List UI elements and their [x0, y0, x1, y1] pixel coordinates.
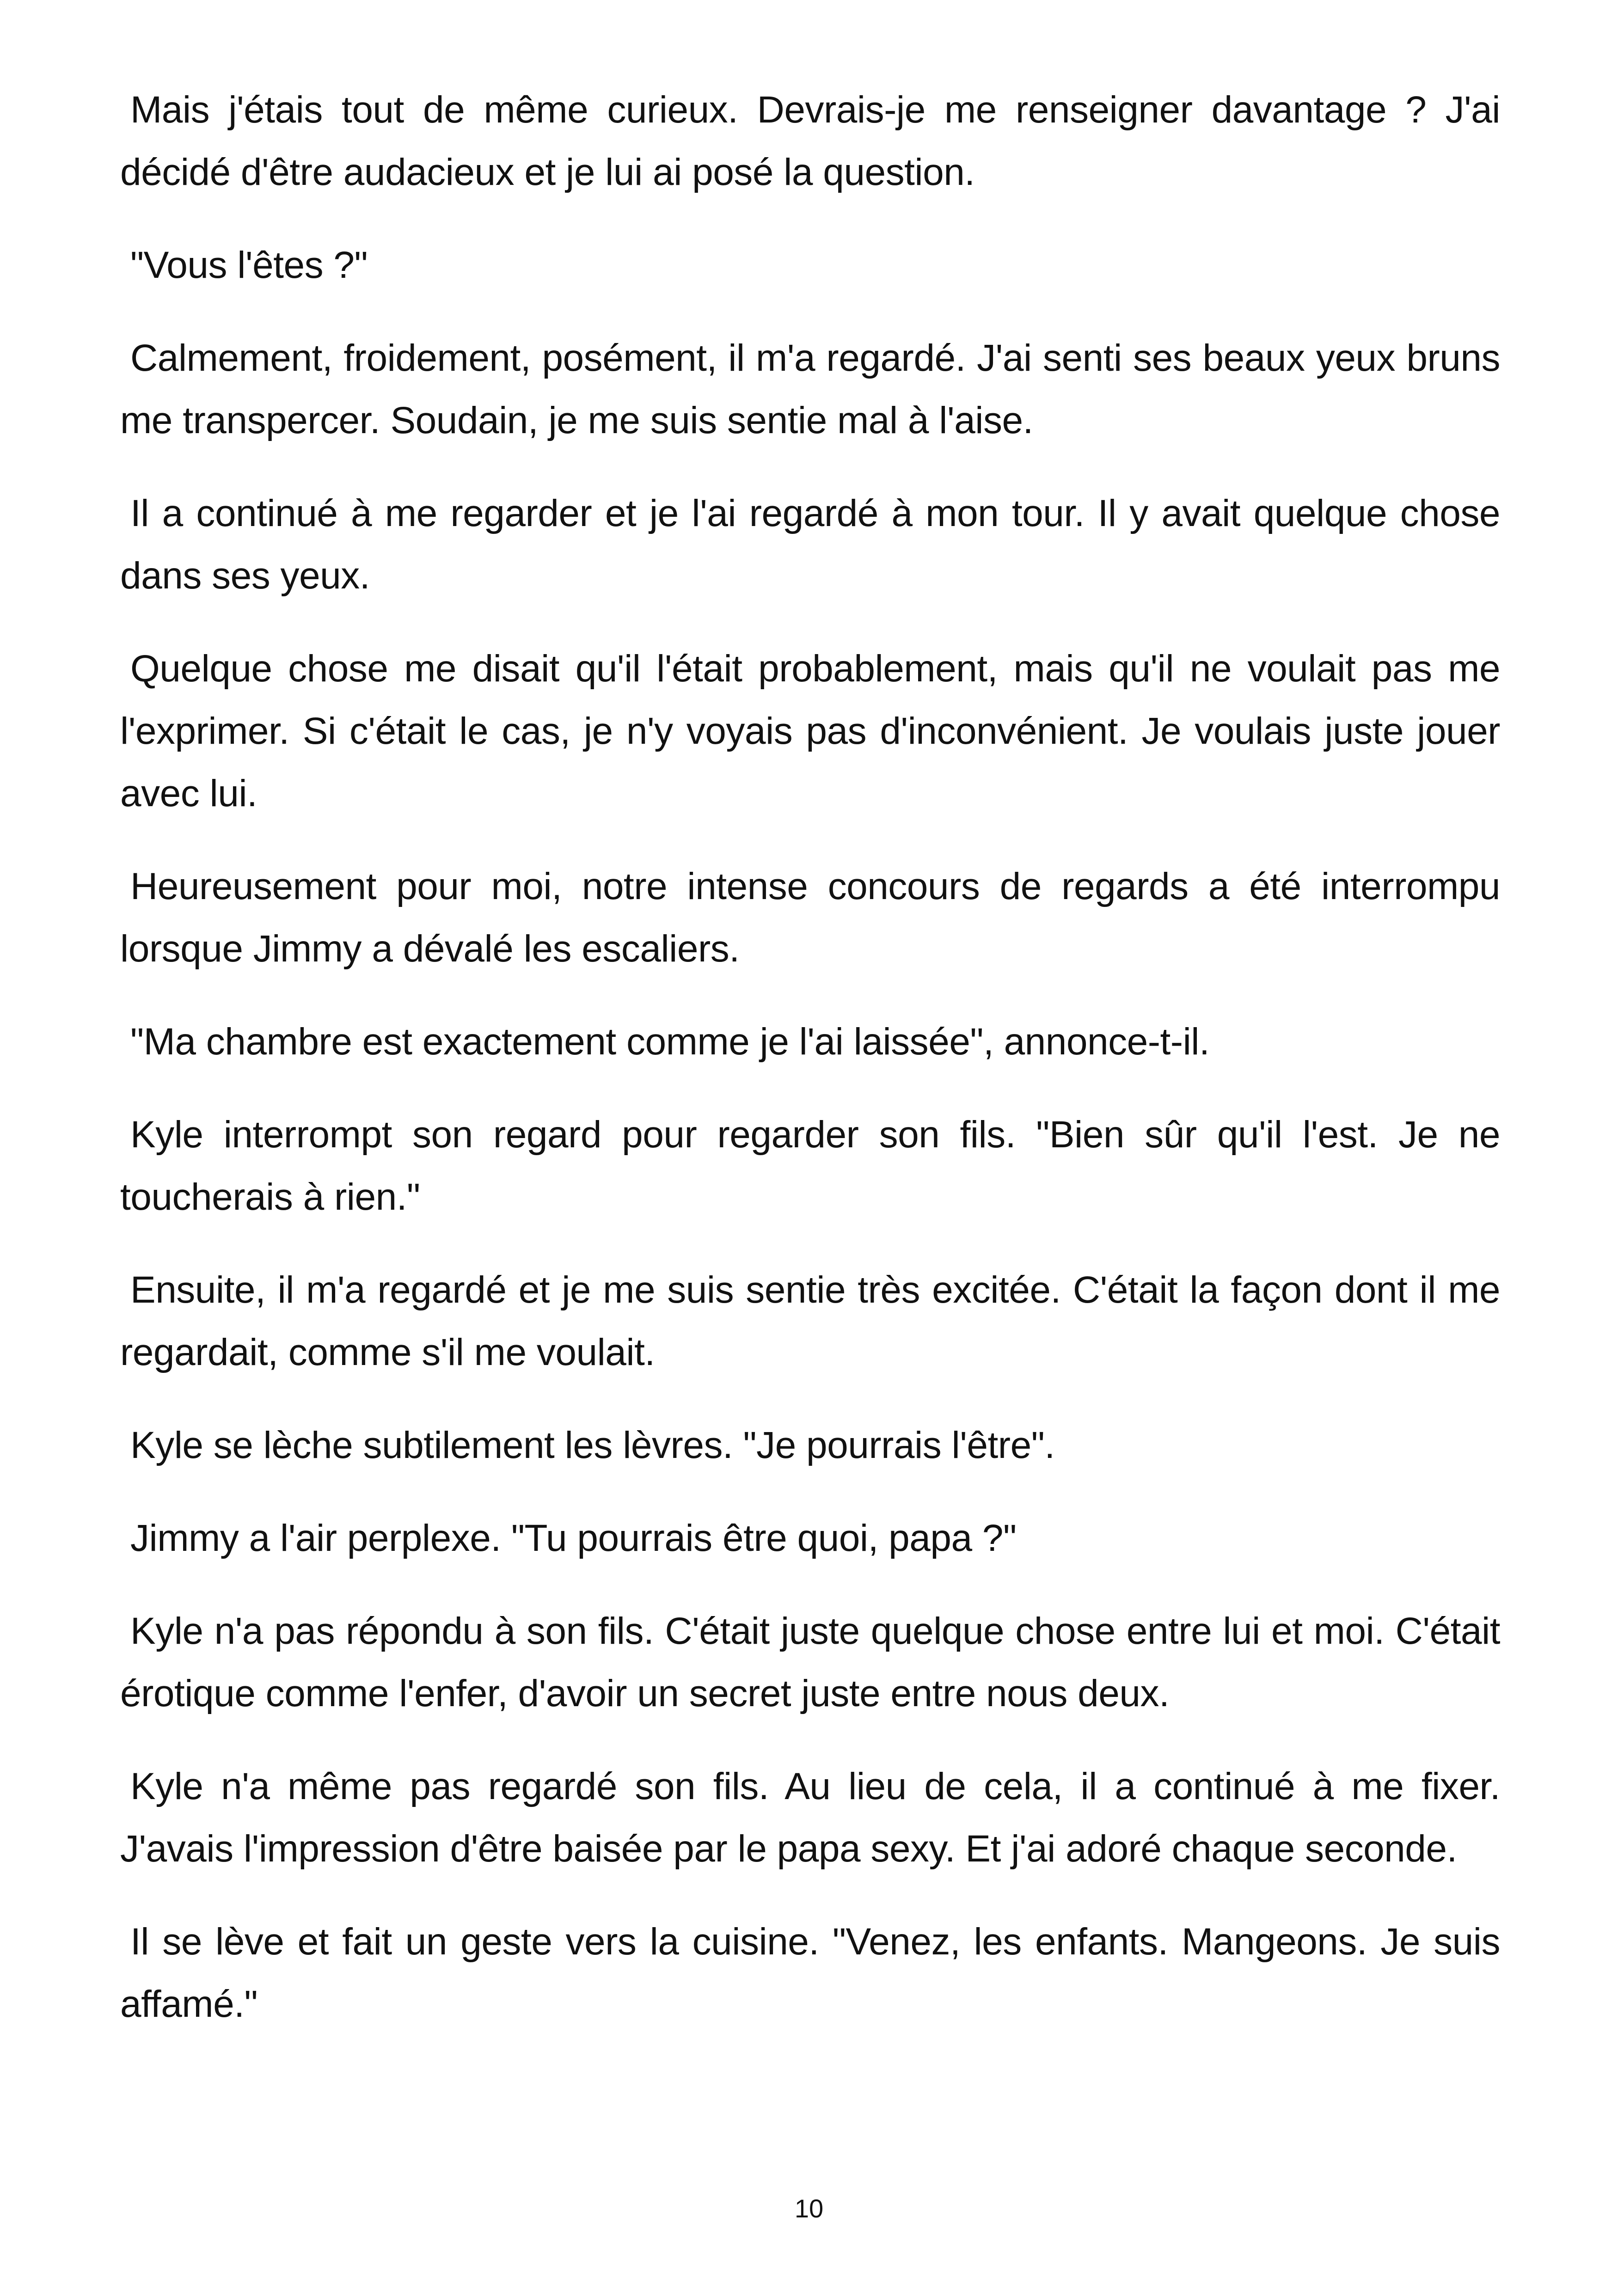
paragraph: Jimmy a l'air perplexe. "Tu pourrais être quoi, papa ?" [130, 1517, 1017, 1559]
paragraph: Mais j'étais tout de même curieux. Devrais-je me renseigner davantage ? J'ai décidé d'être audacieux et je lui ai posé la question. [120, 89, 1500, 193]
paragraph: Calmement, froidement, posément, il m'a regardé. J'ai senti ses beaux yeux bruns me transpercer. Soudain, je me suis sentie mal à l'aise. [120, 337, 1500, 441]
paragraph: Kyle se lèche subtilement les lèvres. "Je pourrais l'être". [130, 1424, 1055, 1466]
paragraph: "Ma chambre est exactement comme je l'ai laissée", annonce-t-il. [130, 1021, 1210, 1063]
paragraph: Quelque chose me disait qu'il l'était probablement, mais qu'il ne voulait pas me l'exprimer. Si c'était le cas, je n'y voyais pas d'inconvénient. Je voulais juste jouer avec lui. [120, 648, 1500, 814]
page-body [120, 79, 1500, 2066]
paragraph: Il se lève et fait un geste vers la cuisine. "Venez, les enfants. Mangeons. Je suis affamé." [120, 1921, 1500, 2025]
paragraph: Kyle interrompt son regard pour regarder son fils. "Bien sûr qu'il l'est. Je ne toucherais à rien." [120, 1114, 1500, 1218]
paragraph: Heureusement pour moi, notre intense concours de regards a été interrompu lorsque Jimmy a dévalé les escaliers. [120, 865, 1500, 970]
paragraph: Kyle n'a même pas regardé son fils. Au lieu de cela, il a continué à me fixer. J'avais l'impression d'être baisée par le papa sexy. Et j'ai adoré chaque seconde. [120, 1765, 1500, 1870]
paragraph: Ensuite, il m'a regardé et je me suis sentie très excitée. C'était la façon dont il me regardait, comme s'il me voulait. [120, 1269, 1500, 1373]
paragraph: Il a continué à me regarder et je l'ai regardé à mon tour. Il y avait quelque chose dans ses yeux. [120, 492, 1500, 597]
page-number: 10 [794, 2194, 824, 2223]
paragraph: Kyle n'a pas répondu à son fils. C'était juste quelque chose entre lui et moi. C'était érotique comme l'enfer, d'avoir un secret juste entre nous deux. [120, 1610, 1500, 1714]
paragraph: "Vous l'êtes ?" [130, 244, 368, 286]
